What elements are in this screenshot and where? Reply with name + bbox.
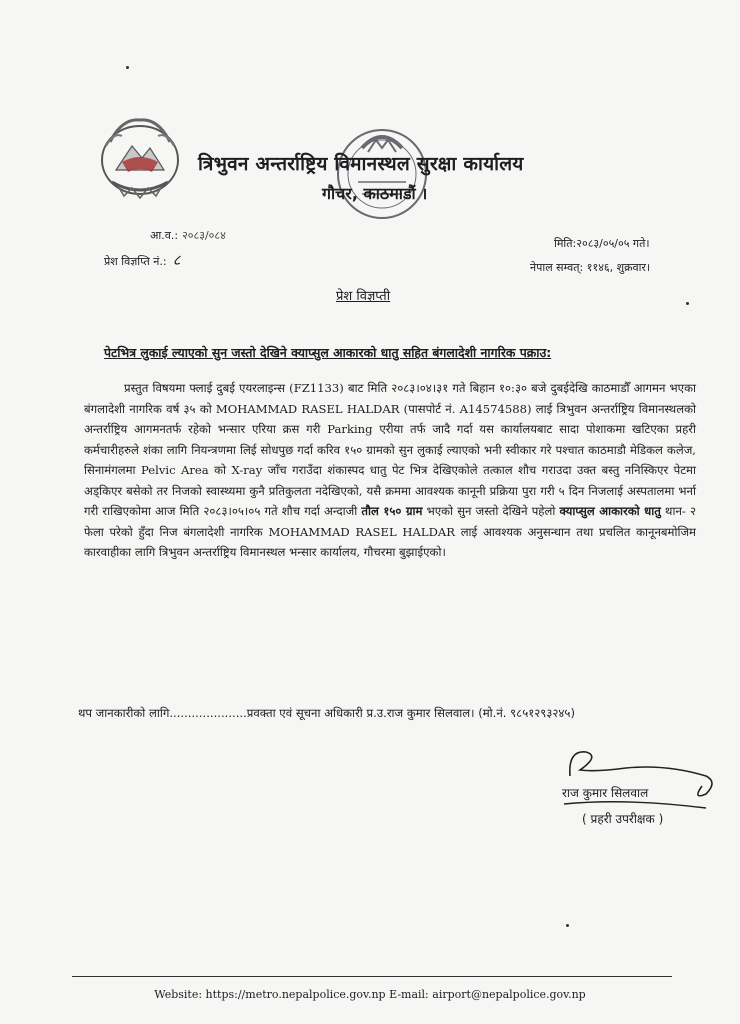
fiscal-year-label: आ.व.: <box>150 229 179 242</box>
footer-divider <box>72 976 672 977</box>
body-weight-emphasis: तौल १५० ग्राम <box>361 504 423 518</box>
footer-contact: Website: https://metro.nepalpolice.gov.np E-mail: airport@nepalpolice.gov.np <box>154 988 586 1001</box>
speck <box>566 924 569 927</box>
signatory-title: ( प्रहरी उपरीक्षक ) <box>582 812 664 826</box>
office-name: त्रिभुवन अन्तर्राष्ट्रिय विमानस्थल सुरक्षा कार्यालय <box>198 153 524 175</box>
body-text-part3: थान- २ फेला परेको हुँदा निज बंगलादेशी नागरिक MOHAMMAD RASEL HALDAR लाई आवश्यक अनुसन्धान तथा प्रचलित कानूनबमोजिम कारवाहीका लागि त्रिभुवन अन्तर्राष्ट्रिय विमानस्थल भन्सार कार्यालय, गौचरमा बुझाईएको। <box>84 504 696 559</box>
body-text-part2: भएको सुन जस्तो देखिने पहेलो <box>422 504 560 518</box>
release-number-label: प्रेश विज्ञप्ति नं.: <box>104 255 167 268</box>
signatory-name: राज कुमार सिलवाल <box>562 786 649 800</box>
speck <box>126 66 129 69</box>
release-date-label: मिति: <box>554 237 577 250</box>
document-subject: पेटभित्र लुकाई ल्याएको सुन जस्तो देखिने क्याप्सुल आकारको धातु सहित बंगलादेशी नागरिक पक्राउ: <box>104 345 552 360</box>
fiscal-year <box>150 228 226 243</box>
body-capsule-emphasis: क्याप्सुल आकारको धातु <box>559 504 661 518</box>
release-date <box>554 236 650 251</box>
office-seal-stamp <box>322 122 442 232</box>
speck <box>686 302 689 305</box>
nepal-emblem-logo <box>92 112 188 202</box>
fiscal-year-value: २०८३/०८४ <box>182 229 226 242</box>
release-date-value: २०८३/०५/०५ गते। <box>576 237 650 250</box>
contact-line: थप जानकारीको लागि.....................प्रवक्ता एवं सूचना अधिकारी प्र.उ.राज कुमार सिलवाल। (मो.नं. ९८५१२९३२४५) <box>78 706 575 720</box>
release-number <box>104 250 180 270</box>
document-heading: प्रेश विज्ञप्ती <box>336 289 391 304</box>
nepal-era-date: नेपाल सम्वत्: ११४६, शुक्रवार। <box>530 261 651 274</box>
release-number-value: ८ <box>172 251 181 269</box>
body-text-part1: प्रस्तुत विषयमा फ्लाई दुबई एयरलाइन्स (FZ1133) बाट मिति २०८३।०४।३१ गते बिहान १०:३० बजे दुबईदेखि काठमाडौँ आगमन भएका बंगलादेशी नागरिक वर्ष ३५ को MOHAMMAD RASEL HALDAR (पासपोर्ट नं. A14574588) लाई त्रिभुवन अन्तर्राष्ट्रिय विमानस्थलको अन्तर्राष्ट्रिय आगमनतर्फ रहेको भन्सार एरिया क्रस गरी Parking एरीया तर्फ जादै गर्दा यस कार्यालयबाट सादा पोशाकमा खटिएका प्रहरी कर्मचारीहरुले शंका लागि नियन्त्रणमा लिई सोधपुछ गर्दा करिव १५० ग्रामको सुन लुकाई ल्याएको भनी स्वीकार गरे पश्चात काठमाडौ मेडिकल कलेज, सिनामंगलमा Pelvic Area को X-ray जाँच गराउँदा शंकास्पद धातु पेट भित्र देखिएकोले तत्काल शौच गराउदा उक्त बस्तु ननिस्किएर पेटमा अड्किएर बसेको तर निजको स्वास्थ्यमा कुनै प्रतिकुलता नदेखिएको, यसै क्रममा आवश्यक कानूनी प्रक्रिया पुरा गरी ५ दिन निजलाई अस्पतालमा भर्ना गरी राखिएकोमा आज मिति २०८३।०५।०५ गते शौच गर्दा अन्दाजी <box>84 381 696 518</box>
office-location: गौचर, काठमाडौं । <box>322 184 428 203</box>
body-paragraph <box>84 378 696 563</box>
